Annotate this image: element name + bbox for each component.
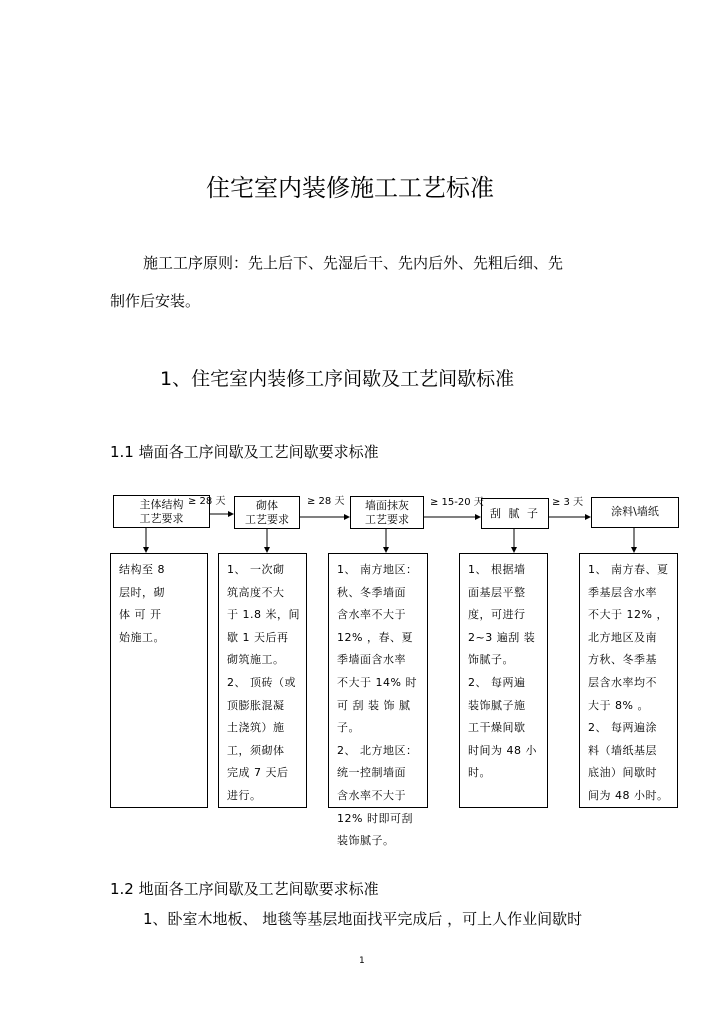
detail-line: 面基层平整 bbox=[468, 585, 526, 599]
detail-line: 装饰腻子。 bbox=[337, 834, 395, 848]
detail-line: 12% ，春、夏 bbox=[337, 630, 413, 644]
page-number: 1 bbox=[359, 956, 365, 966]
detail-line: 方秋、冬季基 bbox=[588, 653, 657, 667]
detail-line: 于 1.8 米，间 bbox=[227, 608, 300, 622]
detail-line: 间为 48 小时。 bbox=[588, 788, 669, 802]
detail-line: 料（墙纸基层 bbox=[588, 743, 657, 757]
flow-step-4 bbox=[481, 498, 549, 529]
detail-line: 1、 南方春、夏 bbox=[588, 563, 669, 576]
detail-line: 砌筑施工。 bbox=[227, 653, 285, 667]
detail-line: 秋、冬季墙面 bbox=[337, 585, 406, 599]
step-label: 墙面抹灰 bbox=[365, 499, 409, 512]
detail-line: 顶膨胀混凝 bbox=[227, 698, 285, 712]
detail-line: 1、 一次砌 bbox=[227, 563, 285, 576]
intro-line-2: 制作后安装。 bbox=[110, 292, 201, 310]
section-heading-1-2: 1.2 地面各工序间歇及工艺间歇要求标准 bbox=[110, 880, 379, 898]
detail-line: 2、 北方地区： bbox=[337, 743, 418, 757]
step-label: 砌体 bbox=[256, 499, 278, 512]
detail-line: 装饰腻子施 bbox=[468, 698, 526, 712]
detail-line: 底油）间歇时 bbox=[588, 766, 657, 780]
detail-line: 土浇筑）施 bbox=[227, 721, 285, 735]
flow-step-5 bbox=[591, 497, 679, 528]
step-sublabel: 工艺要求 bbox=[139, 512, 184, 525]
step-label: 刮 腻 子 bbox=[490, 507, 540, 520]
detail-line: 2、 每两遍涂 bbox=[588, 721, 657, 735]
step-sublabel: 工艺要求 bbox=[365, 513, 409, 526]
detail-line: 季基层含水率 bbox=[588, 585, 657, 599]
detail-line: 层含水率均不 bbox=[588, 675, 657, 689]
detail-line: 完成 7 天后 bbox=[227, 766, 289, 780]
detail-line: 1、 根据墙 bbox=[468, 563, 526, 576]
detail-line: 时。 bbox=[468, 766, 491, 780]
section-heading-1: 1、住宅室内装修工序间歇及工艺间歇标准 bbox=[160, 368, 515, 390]
detail-box-3 bbox=[328, 553, 428, 848]
detail-line: 饰腻子。 bbox=[468, 653, 514, 667]
detail-line: 歇 1 天后再 bbox=[227, 630, 289, 644]
detail-line: 工干燥间歇 bbox=[468, 721, 526, 735]
detail-line: 体 可 开 bbox=[119, 608, 162, 622]
detail-line: 始施工。 bbox=[119, 630, 165, 644]
step-sublabel: 工艺要求 bbox=[245, 513, 289, 526]
detail-line: 筑高度不大 bbox=[227, 585, 285, 599]
paragraph: 1、卧室木地板、 地毯等基层地面找平完成后 ，可上人作业间歇时 bbox=[143, 910, 583, 928]
detail-line: 结构至 8 bbox=[119, 563, 165, 576]
detail-line: 1、 南方地区： bbox=[337, 563, 418, 576]
detail-line: 含水率不大于 bbox=[337, 788, 406, 802]
detail-box-4 bbox=[459, 553, 548, 808]
flow-step-2 bbox=[234, 496, 300, 529]
page-title: 住宅室内装修施工工艺标准 bbox=[206, 174, 494, 202]
detail-line: 不大于 14% 时 bbox=[337, 675, 417, 689]
intro-line-1: 施工工序原则：先上后下、先湿后干、先内后外、先粗后细、先 bbox=[143, 254, 564, 272]
detail-line: 2、 顶砖（或 bbox=[227, 675, 296, 689]
detail-line: 大于 8% 。 bbox=[588, 698, 649, 712]
detail-line: 含水率不大于 bbox=[337, 608, 406, 622]
detail-line: 进行。 bbox=[227, 788, 262, 802]
detail-box-2 bbox=[218, 553, 307, 808]
detail-line: 统一控制墙面 bbox=[337, 766, 406, 780]
section-heading-1-1: 1.1 墙面各工序间歇及工艺间歇要求标准 bbox=[110, 443, 379, 461]
step-label: 主体结构 bbox=[139, 498, 184, 511]
detail-line: 时间为 48 小 bbox=[468, 743, 537, 757]
gap-label-2: ≥ 28 天 bbox=[307, 496, 345, 507]
gap-label-1: ≥ 28 天 bbox=[188, 496, 226, 507]
detail-line: 层时，砌 bbox=[119, 585, 165, 599]
detail-line: 2~3 遍刮 装 bbox=[468, 630, 536, 644]
detail-box-5 bbox=[579, 553, 678, 808]
gap-label-3: ≥ 15-20 天 bbox=[430, 497, 484, 508]
flow-step-3 bbox=[350, 496, 424, 529]
detail-line: 季墙面含水率 bbox=[337, 653, 406, 667]
detail-line: 12% 时即可刮 bbox=[337, 811, 413, 825]
detail-line: 可 刮 装 饰 腻 bbox=[337, 698, 411, 712]
detail-line: 北方地区及南 bbox=[588, 630, 657, 644]
step-label: 涂料\墙纸 bbox=[611, 505, 659, 518]
detail-line: 2、 每两遍 bbox=[468, 675, 526, 689]
gap-label-4: ≥ 3 天 bbox=[552, 497, 584, 508]
detail-line: 度，可进行 bbox=[468, 608, 526, 622]
detail-line: 不大于 12% ， bbox=[588, 608, 668, 622]
detail-line: 工，须砌体 bbox=[227, 743, 285, 757]
detail-line: 子。 bbox=[337, 721, 360, 735]
detail-box-1 bbox=[110, 553, 208, 808]
